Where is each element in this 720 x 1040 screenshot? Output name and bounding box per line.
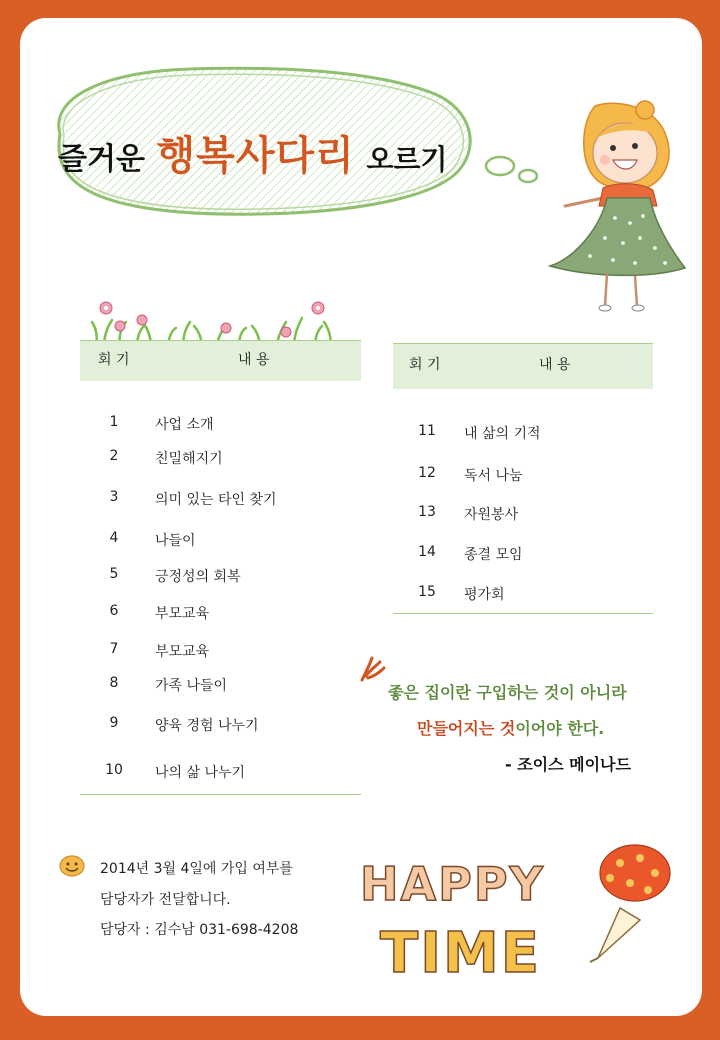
- quote-author: - 조이스 메이나드: [505, 755, 631, 774]
- row-number: 8: [109, 675, 119, 691]
- page-title: [58, 124, 447, 181]
- row-number: 2: [109, 448, 119, 464]
- header-content: 내 용: [238, 352, 270, 368]
- info-contact: 담당자 : 김수남 031-698-4208: [100, 922, 299, 938]
- row-number: 14: [418, 544, 436, 560]
- row-content: 가족 나들이: [155, 678, 228, 694]
- row-content: 자원봉사: [464, 507, 519, 523]
- time-text: TIME: [380, 921, 542, 986]
- row-content: 의미 있는 타인 찾기: [155, 492, 277, 508]
- row-number: 1: [109, 414, 119, 430]
- quote-line-2-rest: 이어야 한다.: [515, 719, 605, 738]
- row-number: 4: [109, 530, 119, 546]
- row-content: 내 삶의 기적: [464, 426, 541, 442]
- table-bottom-rule: [393, 613, 653, 614]
- row-content: 나들이: [155, 533, 196, 549]
- bouquet-illustration: [590, 845, 670, 962]
- table-header: [80, 340, 361, 381]
- header-session: 회 기: [98, 352, 130, 368]
- row-number: 13: [418, 504, 436, 520]
- quote-line-2: [417, 716, 604, 739]
- row-content: 종결 모임: [464, 547, 523, 563]
- row-number: 9: [109, 715, 119, 731]
- girl-illustration: [525, 98, 690, 313]
- quote-highlight: 만들어지는 것: [417, 719, 516, 738]
- table-bottom-rule: [80, 794, 361, 795]
- row-number: 10: [105, 762, 123, 778]
- row-content: 부모교육: [155, 606, 210, 622]
- row-content: 긍정성의 회복: [155, 569, 241, 585]
- header-session: 회 기: [409, 357, 441, 373]
- title-prefix: 즐거운: [58, 142, 145, 177]
- row-content: 평가회: [464, 587, 505, 603]
- happy-time-illustration: [360, 838, 680, 988]
- leaf-icon: [358, 654, 388, 684]
- row-number: 3: [109, 489, 119, 505]
- row-content: 양육 경험 나누기: [155, 718, 259, 734]
- smiley-icon: [58, 854, 86, 878]
- schedule-table-left: [80, 340, 361, 780]
- row-number: 15: [418, 584, 436, 600]
- table-header: [393, 343, 653, 389]
- schedule-table-right: [393, 343, 653, 603]
- title-highlight: 행복사다리: [156, 133, 355, 179]
- happy-text: HAPPY: [360, 857, 545, 911]
- row-number: 5: [109, 566, 119, 582]
- row-content: 부모교육: [155, 644, 210, 660]
- row-content: 사업 소개: [155, 417, 214, 433]
- row-content: 친밀해지기: [155, 451, 223, 467]
- row-content: 독서 나눔: [464, 468, 523, 484]
- poster-page: [20, 18, 702, 1016]
- header-content: 내 용: [539, 357, 571, 373]
- row-number: 6: [109, 603, 119, 619]
- row-number: 12: [418, 465, 436, 481]
- quote-line-1: 좋은 집이란 구입하는 것이 아니라: [388, 683, 627, 702]
- row-number: 7: [109, 641, 119, 657]
- title-suffix: 오르기: [366, 143, 448, 176]
- info-line-2: 담당자가 전달합니다.: [100, 892, 231, 908]
- row-number: 11: [418, 423, 436, 439]
- info-line-1: 2014년 3월 4일에 가입 여부를: [100, 861, 293, 877]
- row-content: 나의 삶 나누기: [155, 765, 246, 781]
